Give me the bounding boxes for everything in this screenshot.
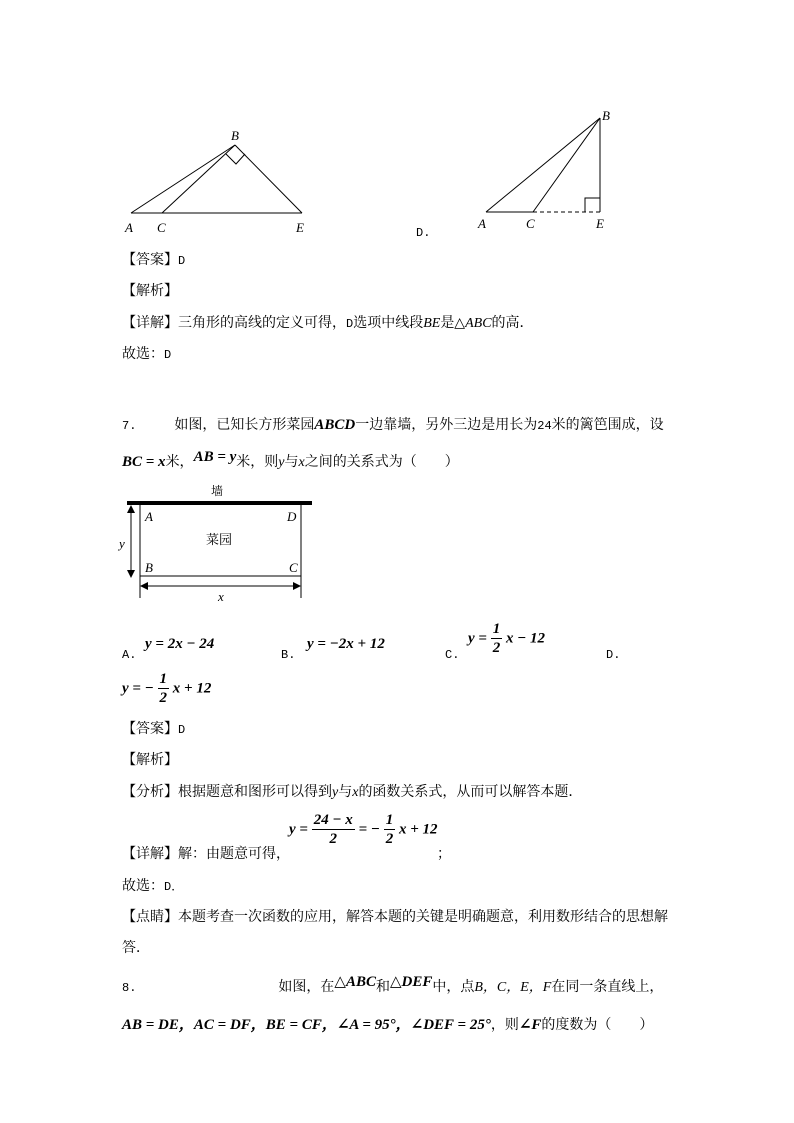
- q6-choose: [122, 343, 171, 363]
- answer-tag: 【答案】: [122, 721, 178, 737]
- option-d-label: D.: [416, 226, 431, 240]
- q6-detail: [122, 312, 534, 332]
- choose-value: D．: [164, 880, 184, 894]
- detail-text: 三角形的高线的定义可得，: [178, 315, 346, 331]
- q7-detail: [122, 843, 290, 863]
- numerator: 1: [492, 621, 501, 637]
- question-number: 8.: [122, 981, 137, 995]
- q7-analysis-tag: 【解析】: [122, 752, 178, 768]
- stem-text: 米，则: [236, 454, 279, 470]
- fraction: [312, 813, 355, 847]
- detail-text: 的高．: [491, 315, 534, 331]
- fraction: [384, 813, 396, 847]
- var-y: y: [278, 455, 285, 470]
- detail-tag: 【详解】: [122, 846, 178, 862]
- stem-text: 如图，在: [278, 979, 335, 995]
- label-b: B: [602, 108, 610, 123]
- answer-value: D: [178, 254, 186, 268]
- length-value: 24: [537, 419, 552, 433]
- expr-part: y =: [289, 821, 308, 838]
- stem-text: 的度数为（ ）: [541, 1017, 654, 1033]
- denominator: 2: [159, 690, 168, 706]
- expr-part: = −: [358, 821, 380, 838]
- q7-comment-line1: [122, 906, 668, 926]
- q7-comment-line2: 答．: [122, 940, 150, 956]
- label-c: C: [157, 220, 166, 235]
- expr-part: x + 12: [172, 680, 212, 697]
- expr-part: y =: [468, 630, 487, 647]
- var-y: y: [332, 785, 339, 800]
- detail-text: 选项中线段: [353, 315, 424, 331]
- q8-stem-line2: [122, 1013, 653, 1034]
- expr-part: y = −: [122, 680, 154, 697]
- denominator: 2: [385, 831, 394, 847]
- q7-stem-line1: [122, 414, 664, 434]
- stem-text: 米，: [165, 454, 194, 470]
- stem-text: 如图，已知长方形菜园: [174, 417, 315, 433]
- denominator: 2: [492, 640, 501, 656]
- choose-tag: 故选：: [122, 346, 164, 362]
- option-b-label: B.: [281, 648, 296, 662]
- denominator: 2: [329, 831, 338, 847]
- triangle-abc: ABC: [465, 316, 492, 331]
- stem-text: 一边靠墙，另外三边是用长为: [355, 417, 538, 433]
- option-b-expr: y = −2x + 12: [307, 636, 385, 652]
- fenxi-tag: 【分析】: [122, 784, 178, 800]
- var-x: x: [352, 785, 359, 800]
- numerator: 24 − x: [313, 812, 353, 828]
- label-b: B: [145, 560, 153, 575]
- triangle-def: △DEF: [389, 974, 433, 990]
- label-c: C: [289, 560, 298, 575]
- stem-text: ，则: [490, 1017, 519, 1033]
- triangle-abc: △ABC: [334, 974, 376, 990]
- comment-tag: 【点睛】: [122, 909, 178, 925]
- label-x: x: [218, 589, 224, 604]
- stem-text: 米的篱笆围成，设: [551, 417, 664, 433]
- fraction: [158, 672, 170, 706]
- conditions: AB = DE，AC = DF，BE = CF，∠A = 95°，∠DEF = 25°: [122, 1017, 491, 1033]
- rect-abcd: ABCD: [314, 417, 356, 433]
- q6-answer: [122, 249, 185, 269]
- expr-part: x − 12: [505, 630, 546, 647]
- numerator: 1: [159, 671, 168, 687]
- math-bc: BC = x: [122, 454, 166, 470]
- wall-label: 墙: [211, 484, 224, 498]
- q8-stem-line1: [122, 976, 663, 996]
- expr-part: x + 12: [398, 821, 438, 838]
- option-c-label: C.: [445, 648, 460, 662]
- detail-end: ；: [437, 846, 451, 862]
- question-number: 7.: [122, 419, 137, 433]
- label-b: B: [231, 128, 239, 143]
- option-c-expr: [468, 622, 545, 656]
- label-y: y: [119, 536, 125, 551]
- math-ab: AB = y: [193, 449, 237, 465]
- choose-tag: 故选：: [122, 878, 164, 894]
- figure-option-c: [122, 125, 322, 240]
- stem-text: 与: [284, 454, 299, 470]
- label-a: A: [145, 509, 153, 524]
- fraction: [491, 622, 503, 656]
- stem-text: 之间的关系式为（ ）: [304, 454, 459, 470]
- numerator: 1: [385, 812, 394, 828]
- label-a: A: [478, 216, 486, 231]
- option-d-label: D.: [606, 648, 621, 662]
- label-c: C: [526, 216, 535, 231]
- stem-text: 在同一条直线上，: [551, 979, 664, 995]
- q7-detail-formula: [289, 813, 438, 847]
- choose-value: D: [164, 348, 172, 362]
- option-d-expr: [122, 672, 211, 706]
- q6-analysis-tag: 【解析】: [122, 283, 178, 299]
- fenxi-text: 的函数关系式，从而可以解答本题．: [358, 784, 583, 800]
- label-d: D: [287, 509, 297, 524]
- option-a-label: A.: [122, 648, 137, 662]
- fenxi-text: 根据题意和图形可以得到: [178, 784, 332, 800]
- option-a-expr: y = 2x − 24: [145, 636, 215, 652]
- label-e: E: [596, 216, 604, 231]
- points: B，C，E，F: [474, 980, 552, 995]
- fenxi-text: 与: [338, 784, 353, 800]
- comment-text: 本题考查一次函数的应用，解答本题的关键是明确题意，利用数形结合的思想解: [178, 909, 668, 925]
- answer-tag: 【答案】: [122, 252, 178, 268]
- stem-text: 和: [375, 979, 390, 995]
- detail-tag: 【详解】: [122, 315, 178, 331]
- angle-f: ∠F: [518, 1017, 542, 1033]
- detail-text: 解：由题意可得，: [178, 846, 290, 862]
- label-a: A: [125, 220, 133, 235]
- garden-figure: [112, 480, 322, 605]
- detail-option: D: [346, 317, 354, 331]
- q7-fenxi: [122, 781, 582, 801]
- q7-choose: [122, 875, 183, 895]
- label-e: E: [296, 220, 304, 235]
- answer-value: D: [178, 723, 186, 737]
- garden-label: 菜园: [206, 533, 233, 548]
- stem-text: 中，点: [432, 979, 475, 995]
- q7-stem-line2: [122, 451, 459, 471]
- var-x: x: [298, 455, 305, 470]
- q7-answer: [122, 718, 185, 738]
- detail-text: 是△: [440, 315, 466, 331]
- segment-be: BE: [423, 316, 441, 331]
- figure-option-d: [470, 105, 620, 235]
